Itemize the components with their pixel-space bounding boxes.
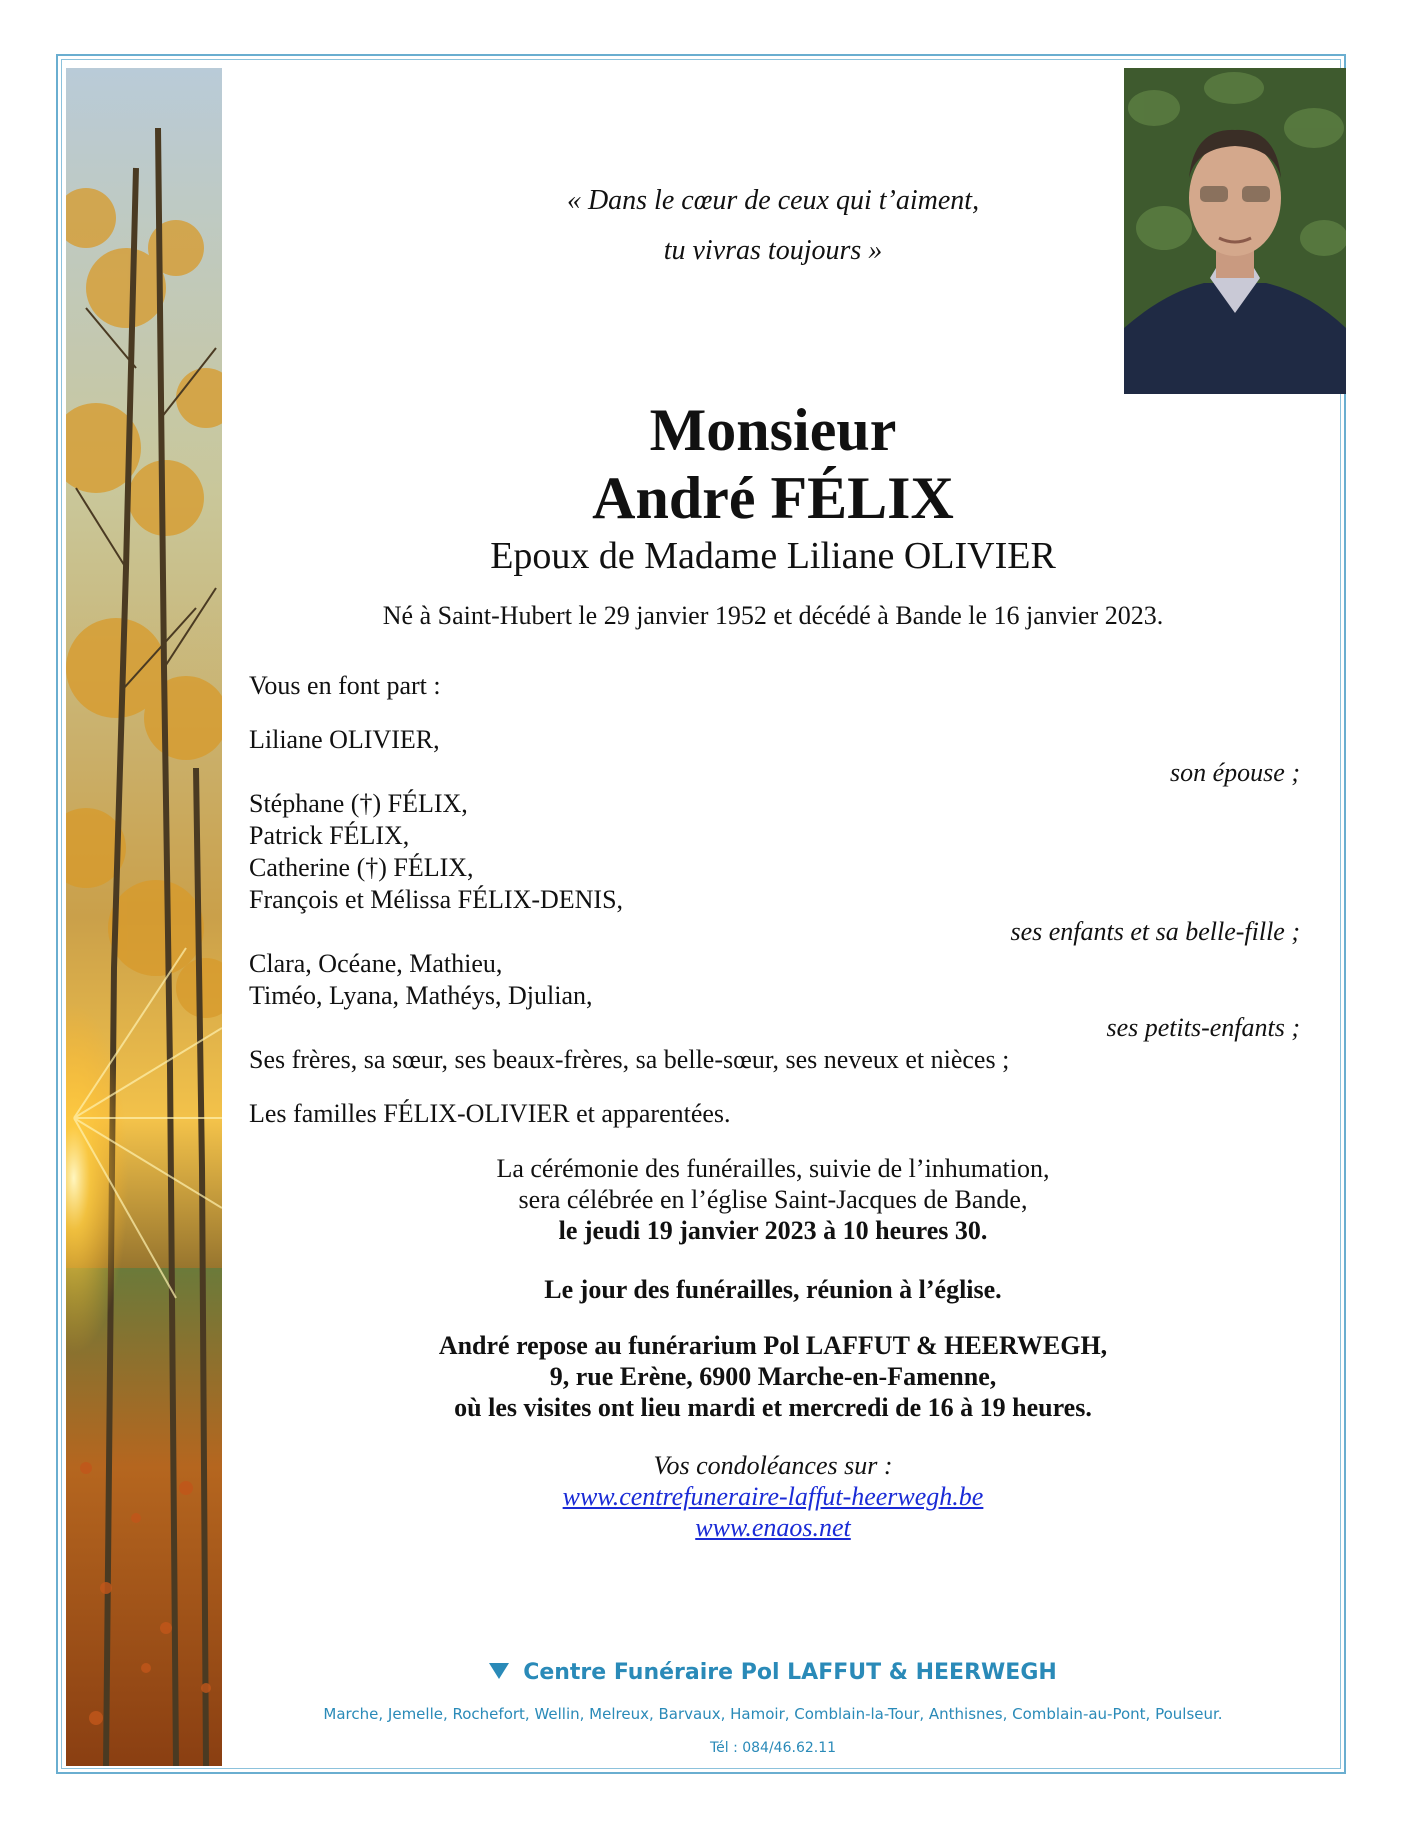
ceremony-line-2: sera célébrée en l’église Saint-Jacques de Bande, [518,1185,1028,1214]
footer-company-name: Centre Funéraire Pol LAFFUT & HEERWEGH [523,1660,1057,1685]
grandchildren-list [249,948,593,1012]
children-list [249,788,623,916]
funeral-center-link[interactable]: www.centrefuneraire-laffut-heerwegh.be [562,1482,984,1511]
spouse-name: Liliane OLIVIER, [249,725,440,754]
ceremony-block [222,1153,1324,1246]
list-item: Catherine (†) FÉLIX, [249,853,474,882]
footer-phone: Tél : 084/46.62.11 [709,1740,837,1756]
ceremony-line-1: La cérémonie des funérailles, suivie de l’inhumation, [496,1154,1050,1183]
list-item: Timéo, Lyana, Mathéys, Djulian, [249,981,593,1010]
families-line: Les familles FÉLIX-OLIVIER et apparentées. [249,1099,731,1128]
deceased-name: André FÉLIX [592,465,954,531]
triangle-down-icon [489,1663,509,1679]
repose-line-1: André repose au funérarium Pol LAFFUT & HEERWEGH, [438,1331,1108,1360]
condolences-block [222,1450,1324,1543]
children-role: ses enfants et sa belle-fille ; [1010,917,1300,946]
ceremony-date: le jeudi 19 janvier 2023 à 10 heures 30. [558,1216,988,1245]
enaos-link[interactable]: www.enaos.net [695,1513,851,1542]
siblings-line: Ses frères, sa sœur, ses beaux-frères, sa belle-sœur, ses neveux et nièces ; [249,1045,1010,1074]
footer-cities: Marche, Jemelle, Rochefort, Wellin, Melreux, Barvaux, Hamoir, Comblain-la-Tour, Anthisnes, Comblain-au-Pont, Poulseur. [323,1705,1223,1723]
repose-line-2: 9, rue Erène, 6900 Marche-en-Famenne, [549,1362,997,1391]
grandchildren-role: ses petits-enfants ; [1106,1013,1300,1042]
repose-line-3: où les visites ont lieu mardi et mercredi de 16 à 19 heures. [454,1393,1092,1422]
footer-company [222,1660,1324,1685]
list-item: Patrick FÉLIX, [249,821,410,850]
spouse-line: Epoux de Madame Liliane OLIVIER [490,535,1056,577]
gathering-line: Le jour des funérailles, réunion à l’église. [544,1275,1002,1304]
quote-line-1: « Dans le cœur de ceux qui t’aiment, [566,185,980,216]
list-item: Stéphane (†) FÉLIX, [249,789,468,818]
birth-death-line: Né à Saint-Hubert le 29 janvier 1952 et décédé à Bande le 16 janvier 2023. [382,601,1164,630]
repose-block [222,1330,1324,1423]
condolences-label: Vos condoléances sur : [653,1451,893,1480]
quote-line-2: tu vivras toujours » [663,235,883,266]
memorial-quote [222,176,1324,276]
spouse-role: son épouse ; [1170,758,1300,787]
list-item: Clara, Océane, Mathieu, [249,949,503,978]
deceased-title [222,396,1324,532]
intro-text: Vous en font part : [249,671,441,700]
list-item: François et Mélissa FÉLIX-DENIS, [249,885,624,914]
honorific: Monsieur [649,397,897,463]
autumn-forest-image [66,68,222,1766]
